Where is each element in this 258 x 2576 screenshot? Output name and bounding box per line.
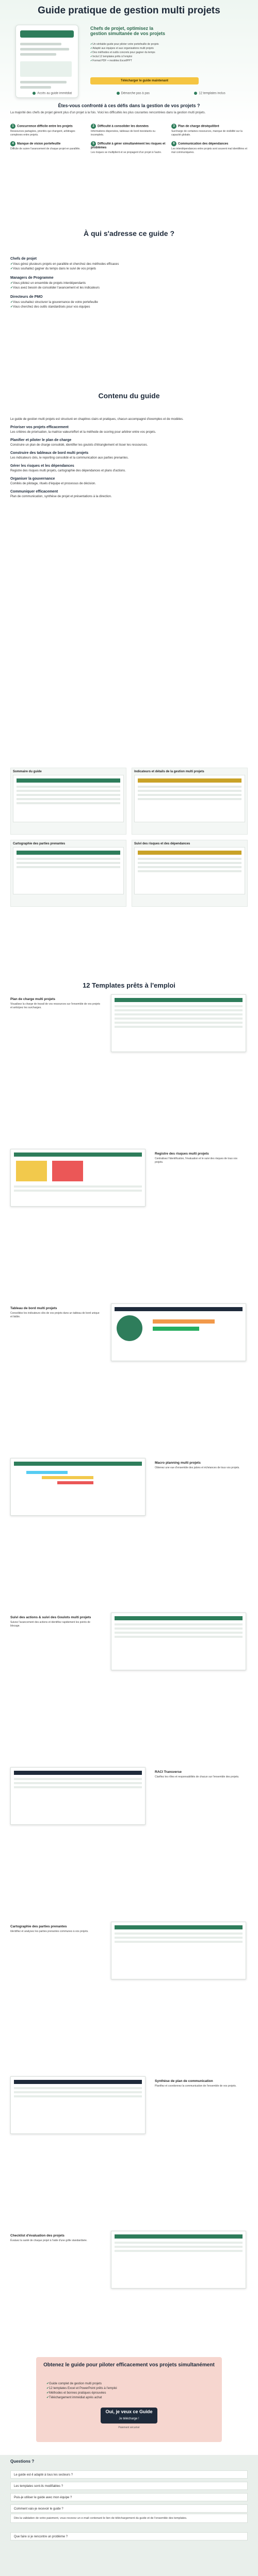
template-screenshot (111, 1303, 246, 1361)
faq-question[interactable]: Que faire si je rencontre un problème ? (10, 2532, 248, 2540)
challenges-grid (10, 124, 248, 155)
check-item: 12 templates inclus (194, 92, 225, 95)
hero-bullet: ✔ Adapté aux équipes et aux organisations multi projets (90, 46, 245, 50)
template-row: Plan de charge multi projets Visualisez la charge de travail de vos ressources sur l'ensemble de vos projets et anticipez les surcharges. (10, 994, 248, 1060)
check-icon (194, 92, 197, 95)
buy-guide-button[interactable]: Oui, je veux ce Guide Je télécharge ! (101, 2408, 157, 2424)
template-row: Checklist d'évaluation des projets Évaluez la santé de chaque projet à l'aide d'une grille standardisée. (10, 2231, 248, 2297)
content-title: Contenu du guide (98, 392, 160, 400)
template-screenshot (10, 1458, 146, 1516)
check-item: Démarche pas à pas (117, 92, 150, 95)
challenges-intro: La majorité des chefs de projet gèrent plus d'un projet à la fois. Voici les difficultés les plus courantes rencontrées dans la gestion multi projets. (10, 111, 206, 114)
challenge-item: 3 Plan de charge déséquilibré Surcharge de certaines ressources, manque de visibilité sur la capacité globale. (171, 125, 243, 137)
cta-section (36, 2357, 222, 2442)
cta-title: Obtenez le guide pour piloter efficacement vos projets simultanément (43, 2362, 215, 2368)
challenge-item: 4 Manque de vision portefeuille Difficile de suivre l'avancement de chaque projet en parallèle. (10, 142, 80, 150)
template-row: Registre des risques multi projets Centralisez l'identification, l'évaluation et le suivi des risques de tous vos projets. (10, 1149, 248, 1215)
preview-card: Cartographie des parties prenantes (10, 840, 126, 907)
audience-title: À qui s'adresse ce guide ? (83, 229, 175, 238)
template-screenshot (10, 1149, 146, 1207)
template-row: Macro planning multi projets Obtenez une vue d'ensemble des jalons et échéances de tous vos projets. (10, 1458, 248, 1524)
hero-bullet: ✔ Format PDF + modèles Excel/PPT (90, 59, 245, 63)
template-screenshot (111, 1922, 246, 1979)
challenge-item: 1 Concurrence difficile entre les projets Ressources partagées, priorités qui changent, arbitrages complexes entre projets. (10, 125, 75, 137)
template-row: Cartographie des parties prenantes Identifiez et analysez les parties prenantes communes à vos projets. (10, 1922, 248, 1988)
check-icon (33, 92, 36, 95)
page-title: Guide pratique de gestion multi projets (38, 5, 220, 16)
challenge-item: 2 Difficulté à consolider les données Informations dispersées, tableaux de bord inexistants ou incomplets. (91, 125, 156, 137)
templates-title: 12 Templates prêts à l'emploi (83, 981, 175, 989)
template-row: Tableau de bord multi projets Consolidez les indicateurs clés de vos projets dans un tableau de bord unique et lisible. (10, 1303, 248, 1369)
payment-note: Paiement sécurisé (118, 2426, 140, 2429)
content-section: Le guide de gestion multi projets est structuré en chapitres clairs et pratiques, chacun accompagné d'exemples et de modèles. Prioriser vos projets efficacement Les critères de priorisation, la matrice valeur/effort et la méthode de scoring pour arbitrer entre vos projets. Planifier et piloter le plan de charge Construire un plan de charge consolidé, identifier les goulots d'étranglement et lisser les ressources. Construire des tableaux de bord multi projets Les indicateurs clés, le reporting consolidé et la communication aux parties prenantes. Gérer les risques et les dépendances Registre des risques multi projets, cartographie des dépendances et plans d'actions. Organiser la gouvernance Comités de pilotage, rituels d'équipe et processus de décision. Communiquer efficacement Plan de communication, synthèse de projet et présentations à la direction. (10, 418, 184, 498)
faq-question[interactable]: Le guide est-il adapté à tous les secteurs ? (10, 2470, 248, 2479)
template-screenshot (111, 2231, 246, 2289)
hero-bullet-list (90, 42, 245, 63)
template-screenshot (10, 1767, 146, 1825)
guide-cover-image (15, 25, 78, 98)
template-row: Suivi des actions & suivi des Goulots multi projets Suivez l'avancement des actions et identifiez rapidement les points de blocage. (10, 1613, 248, 1679)
audience-heading: Chefs de projet (10, 257, 37, 261)
check-item: Accès au guide immédiat (33, 92, 72, 95)
challenge-item: 6 Communication des dépendances Les interdépendances entre projets sont souvent mal identifiées et mal communiquées. (171, 142, 248, 154)
hero-bullet: ✔ Un véritable guide pour piloter votre portefeuille de projets (90, 42, 245, 46)
preview-card: Suivi des risques et des dépendances (132, 840, 248, 907)
check-icon (117, 92, 120, 95)
preview-image (134, 775, 245, 822)
preview-card: Indicateurs et détails de la gestion multi projets (132, 768, 248, 835)
preview-image (13, 847, 124, 894)
challenges-title: Êtes-vous confronté à ces défis dans la gestion de vos projets ? (58, 103, 200, 108)
audience-section: Chefs de projet ✔ Vous gérez plusieurs projets en parallèle et cherchez des méthodes efficaces ✔ Vous souhaitez gagner du temps dans le suivi de vos projets Managers de Programme ✔ Vous pilotez un ensemble de projets interdépendants ✔ Vous avez besoin de consolider l'avancement et les indicateurs Directeurs de PMO ✔ Vous souhaitez structurer la gouvernance de votre portefeuille ✔ Vous cherchez des outils standardisés pour vos équipes (10, 252, 248, 310)
challenge-item: 5 Difficulté à gérer simultanément les risques et problèmes Les risques se multiplient et se propagent d'un projet à l'autre. (91, 142, 166, 154)
hero-bullet: ✔ Des méthodes et outils concrets pour gagner du temps (90, 50, 245, 55)
cta-bullets: ✔ Guide complet de gestion multi projets ✔ 12 templates Excel et PowerPoint prêts à l'emploi ✔ Méthodes et bonnes pratiques éprouvées ✔ Téléchargement immédiat après achat (46, 2382, 212, 2400)
template-screenshot (111, 994, 246, 1052)
preview-image (13, 775, 124, 822)
template-screenshot (10, 2076, 146, 2134)
template-row: Synthèse de plan de communication Planifiez et coordonnez la communication de l'ensemble de vos projets. (10, 2076, 248, 2142)
template-row: RACI Transverse Clarifiez les rôles et responsabilités de chacun sur l'ensemble des projets. (10, 1767, 248, 1833)
hero-cta-button[interactable]: Télécharger le guide maintenant (90, 77, 199, 84)
faq-section (0, 2455, 258, 2576)
preview-card: Sommaire du guide (10, 768, 126, 835)
preview-grid (10, 768, 248, 907)
faq-question[interactable]: Comment vais-je recevoir le guide ? (10, 2504, 248, 2513)
hero-subtitle: Chefs de projet, optimisez la gestion simultanée de vos projets (90, 26, 166, 36)
template-screenshot (111, 1613, 246, 1670)
hero-bullet: ✔ Inclut 12 templates prêts à l'emploi (90, 55, 245, 59)
audience-heading: Managers de Programme (10, 276, 54, 280)
preview-image (134, 847, 245, 894)
faq-answer: Dès la validation de votre paiement, vous recevez un e-mail contenant le lien de téléchargement du guide et de l'ensemble des templates. (10, 2514, 248, 2523)
faq-question[interactable]: Puis-je utiliser le guide avec mon équipe ? (10, 2493, 248, 2501)
faq-question[interactable]: Les templates sont-ils modifiables ? (10, 2482, 248, 2490)
audience-heading: Directeurs de PMO (10, 295, 43, 299)
hero-checks (10, 92, 248, 95)
faq-title: Questions ? (10, 2459, 35, 2464)
